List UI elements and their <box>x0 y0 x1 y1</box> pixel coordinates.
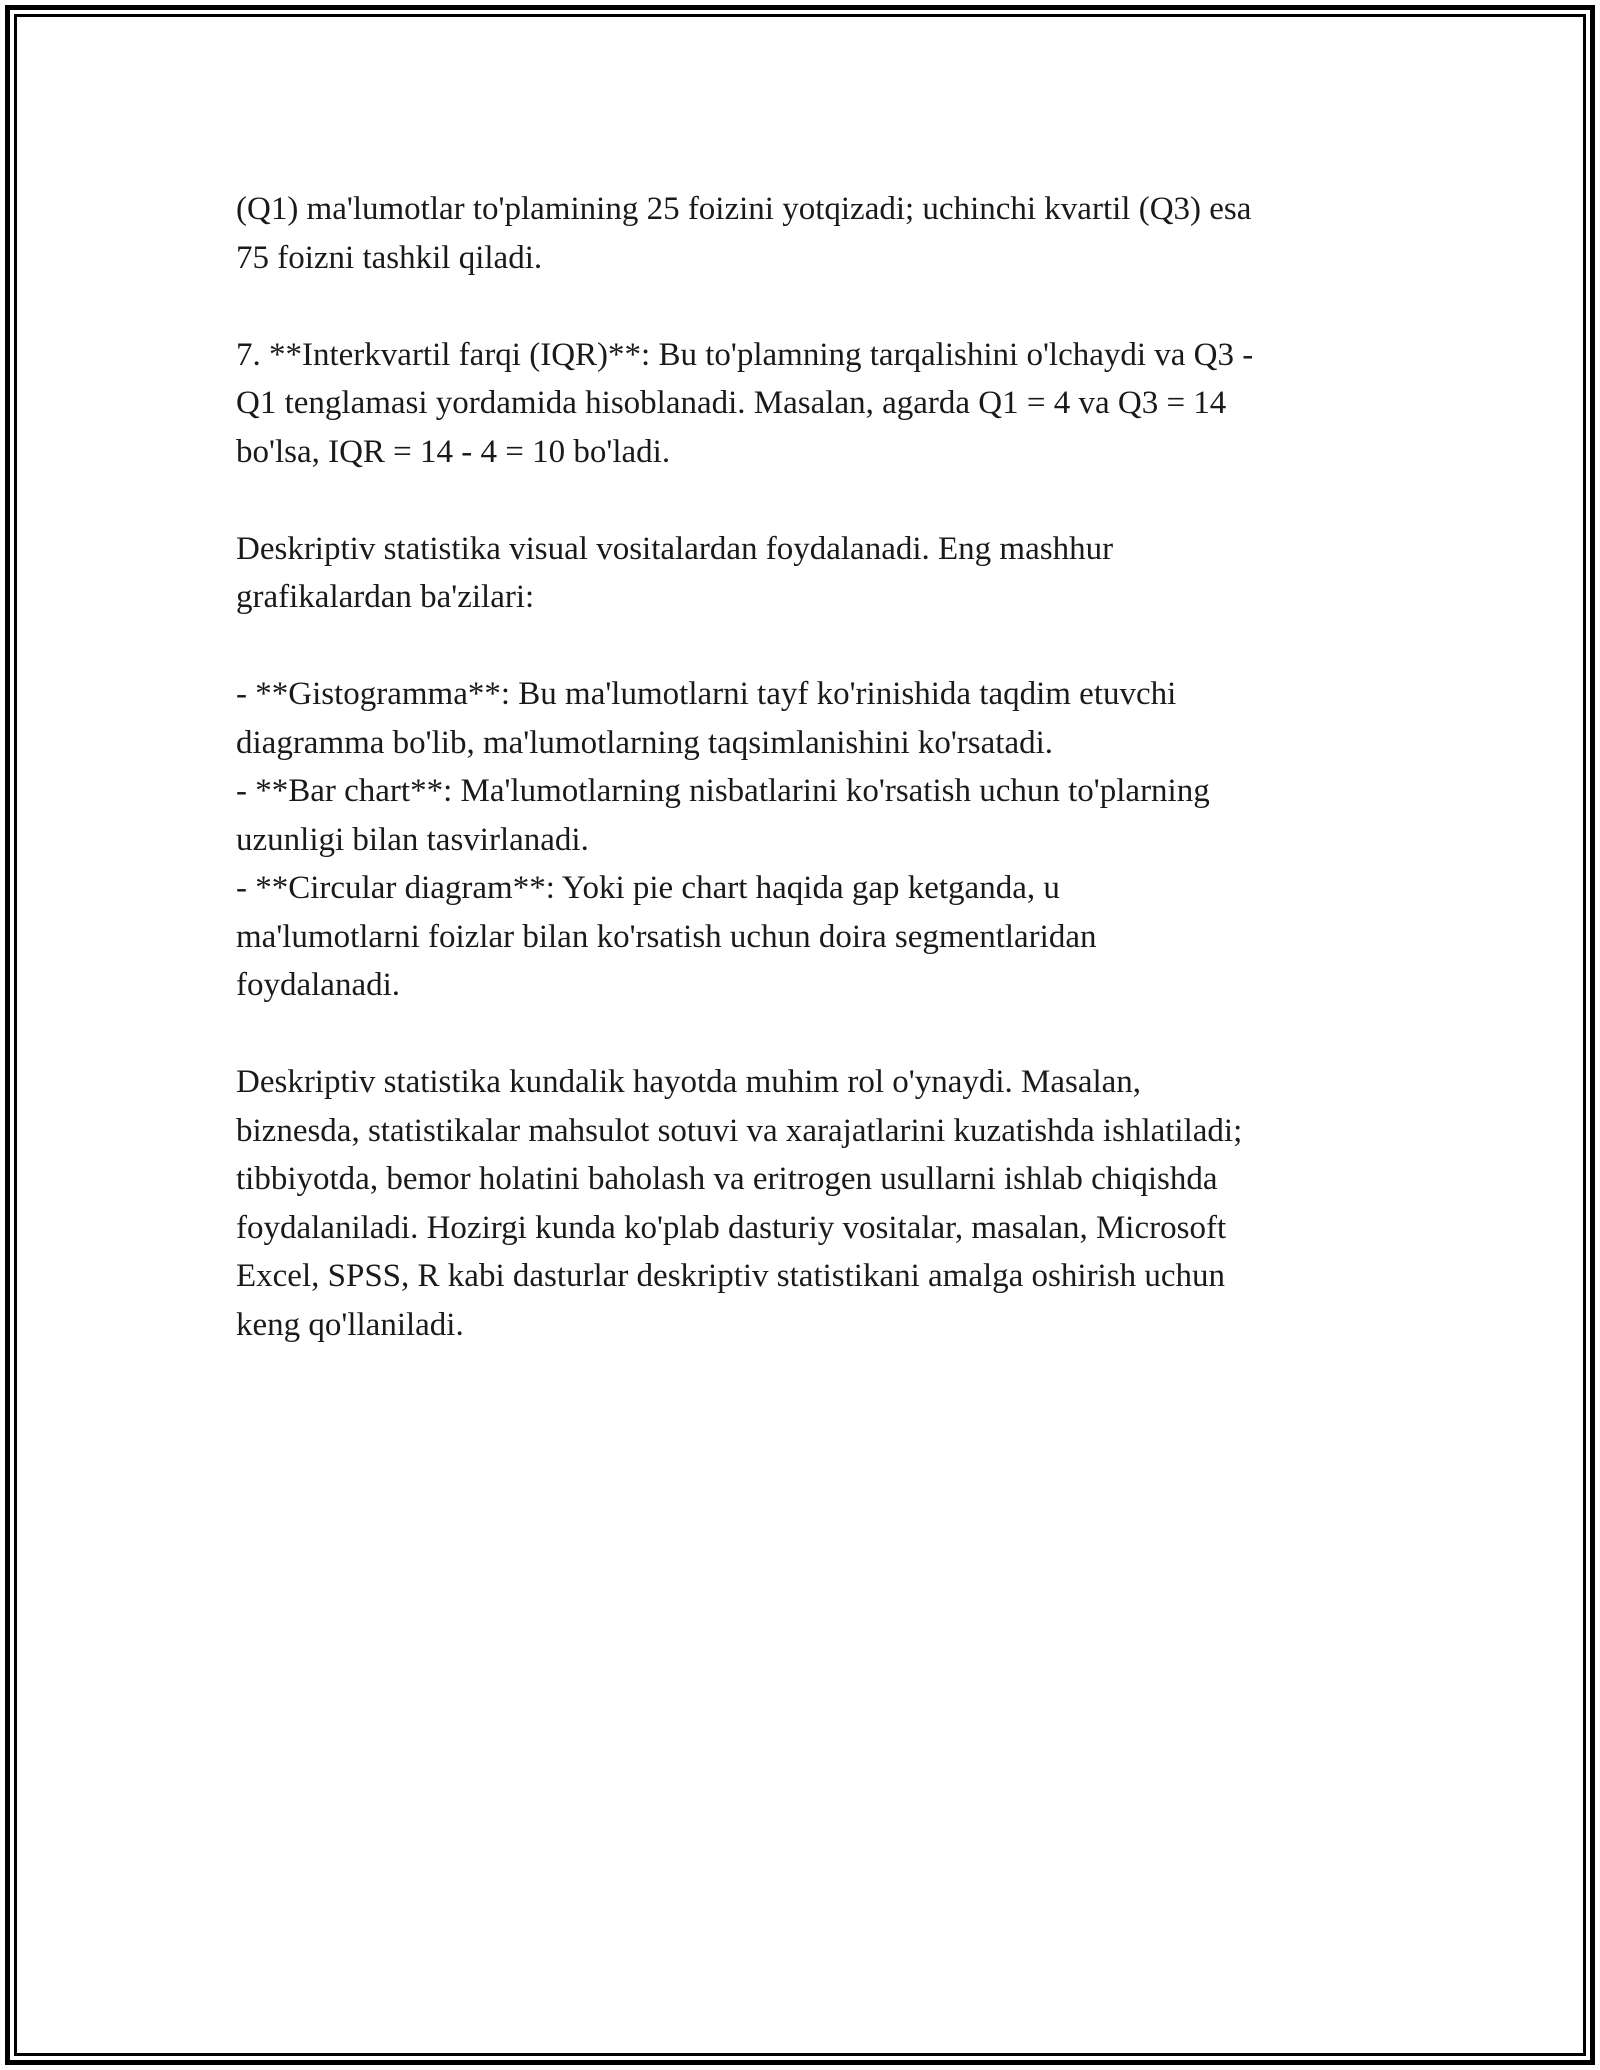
text-line: Q1 tenglamasi yordamida hisoblanadi. Masalan, agarda Q1 = 4 va Q3 = 14 <box>236 385 1227 421</box>
paragraph-gap <box>236 282 1371 331</box>
list-item-line: - **Circular diagram**: Yoki pie chart haqida gap ketganda, u <box>236 870 1060 906</box>
text-line: bo'lsa, IQR = 14 - 4 = 10 bo'ladi. <box>236 433 671 470</box>
text-line: 75 foizni tashkil qiladi. <box>236 239 543 276</box>
list-item-line: ma'lumotlarni foizlar bilan ko'rsatish uchun doira segmentlaridan <box>236 918 1097 955</box>
document-body <box>236 185 1371 1349</box>
list-item-line: foydalanadi. <box>236 967 401 1003</box>
text-line: foydalaniladi. Hozirgi kunda ko'plab dasturiy vositalar, masalan, Microsoft <box>236 1209 1227 1246</box>
paragraph-gap <box>236 622 1371 671</box>
text-line: biznesda, statistikalar mahsulot sotuvi va xarajatlarini kuzatishda ishlatiladi; <box>236 1112 1243 1149</box>
list-item-line: uzunligi bilan tasvirlanadi. <box>236 821 589 858</box>
paragraph-gap <box>236 476 1371 525</box>
list-item-line: - **Bar chart**: Ma'lumotlarning nisbatlarini ko'rsatish uchun to'plarning <box>236 773 1210 809</box>
text-line: Excel, SPSS, R kabi dasturlar deskriptiv statistikani amalga oshirish uchun <box>236 1258 1225 1294</box>
paragraph-gap <box>236 1010 1371 1059</box>
text-line: (Q1) ma'lumotlar to'plamining 25 foizini yotqizadi; uchinchi kvartil (Q3) esa <box>236 191 1252 227</box>
text-line: keng qo'llaniladi. <box>236 1306 464 1343</box>
text-line: Deskriptiv statistika kundalik hayotda muhim rol o'ynaydi. Masalan, <box>236 1064 1142 1100</box>
list-item-line: diagramma bo'lib, ma'lumotlarning taqsimlanishini ko'rsatadi. <box>236 724 1054 761</box>
text-line: grafikalardan ba'zilari: <box>236 579 535 615</box>
text-line: Deskriptiv statistika visual vositalardan foydalanadi. Eng mashhur <box>236 530 1114 567</box>
list-item-line: - **Gistogramma**: Bu ma'lumotlarni tayf ko'rinishida taqdim etuvchi <box>236 676 1177 712</box>
text-line: tibbiyotda, bemor holatini baholash va eritrogen usullarni ishlab chiqishda <box>236 1161 1218 1197</box>
text-line: 7. **Interkvartil farqi (IQR)**: Bu to'plamning tarqalishini o'lchaydi va Q3 - <box>236 336 1254 373</box>
